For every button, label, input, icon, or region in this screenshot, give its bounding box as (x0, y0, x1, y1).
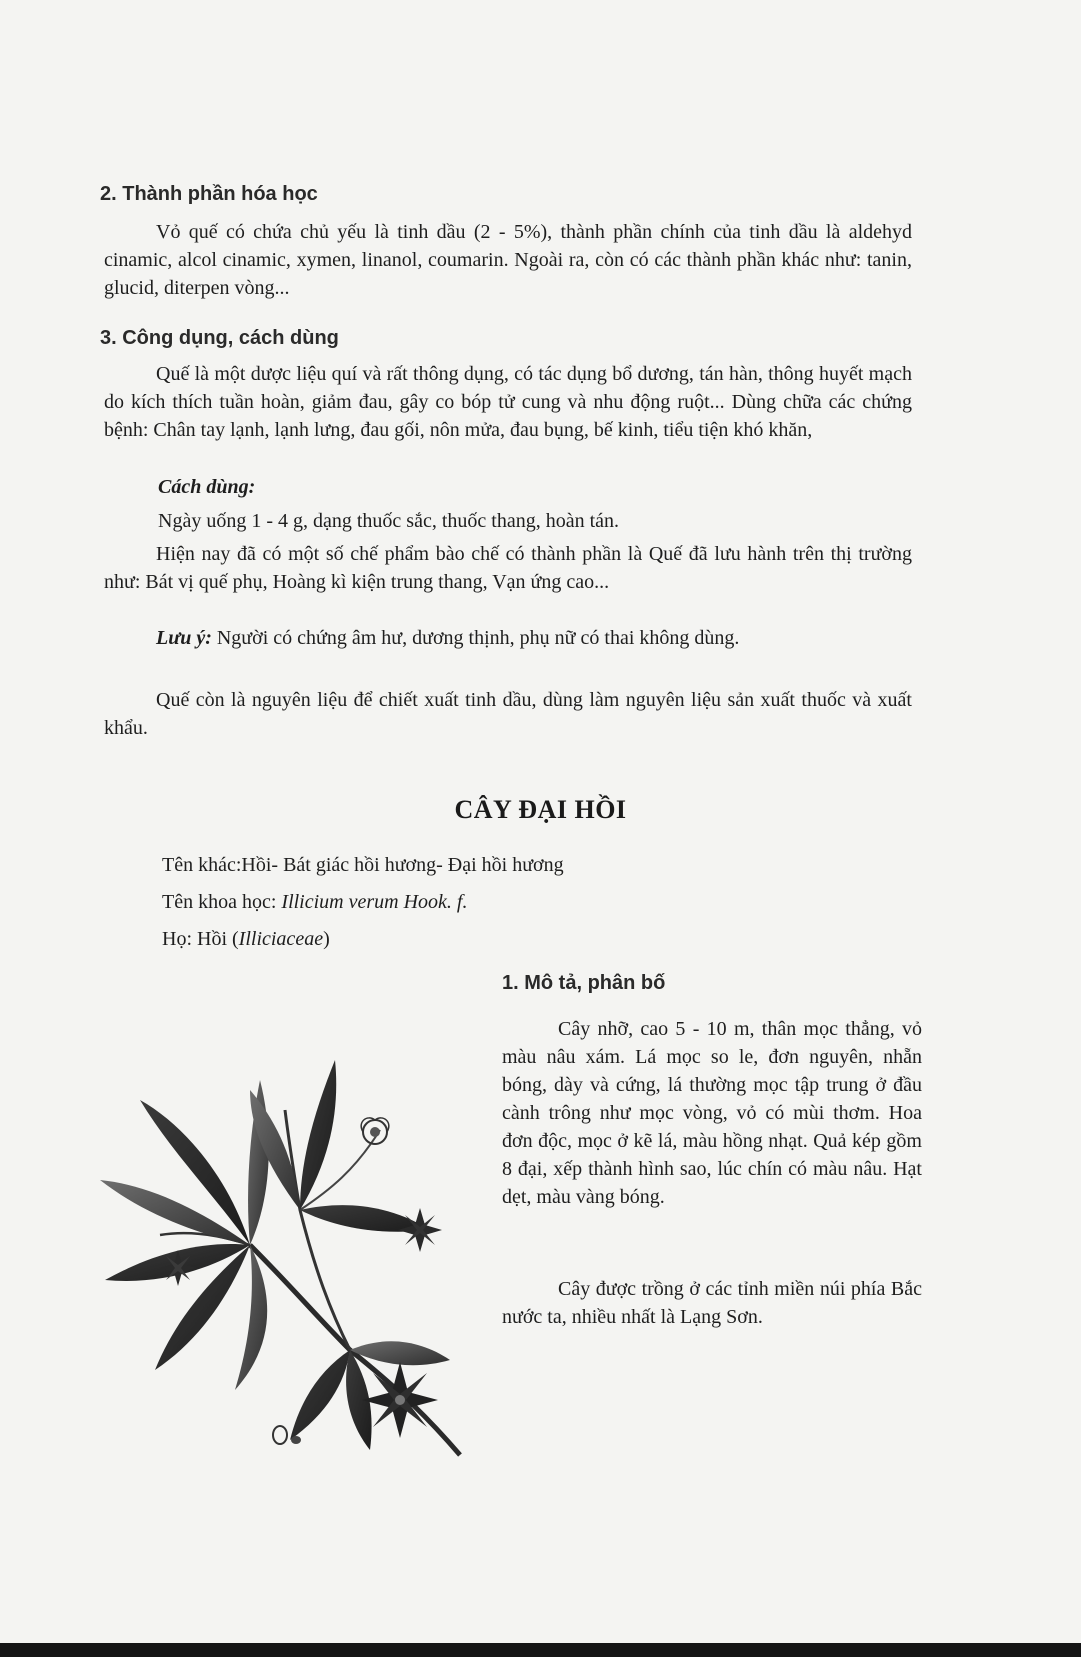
section-3-text: Quế là một dược liệu quí và rất thông dụng, có tác dụng bổ dương, tán hàn, thông huyết mạch do kích thích tuần hoàn, giảm đau, gây co bóp tử cung và nhu động ruột... Dùng chữa các chứng bệnh: Chân tay lạnh, lạnh lưng, đau gối, nôn mửa, đau bụng, bế kinh, tiểu tiện khó khăn, (104, 363, 912, 441)
dosage-text: Ngày uống 1 - 4 g, dạng thuốc sắc, thuốc thang, hoàn tán. (158, 510, 620, 532)
distribution-text: Cây được trồng ở các tỉnh miền núi phía Bắc nước ta, nhiều nhất là Lạng Sơn. (502, 1278, 922, 1328)
section-2-text: Vỏ quế có chứa chủ yếu là tinh dầu (2 - 5%), thành phần chính của tinh dầu là aldehyd cinamic, alcol cinamic, xymen, linanol, coumarin. Ngoài ra, còn có các thành phần khác như: tanin, glucid, diterpen vòng... (104, 221, 912, 299)
family-line (162, 925, 330, 953)
scientific-name-label: Tên khoa học: (162, 891, 282, 913)
usage-label: Cách dùng: (158, 476, 256, 498)
leaf (290, 1350, 350, 1440)
bottom-scan-edge (0, 1643, 1081, 1657)
star-anise-illustration (100, 1040, 500, 1470)
star-anise-fruit (362, 1362, 438, 1438)
section-1-heading: 1. Mô tả, phân bố (502, 972, 666, 994)
other-names: Tên khác:Hồi- Bát giác hồi hương- Đại hồi hương (162, 854, 564, 876)
seed (291, 1436, 301, 1444)
note-label: Lưu ý: (156, 627, 212, 649)
family-name: Illiciaceae (238, 928, 324, 950)
plant-title: CÂY ĐẠI HỒI (454, 795, 627, 824)
scientific-name-line (162, 888, 467, 916)
seed (273, 1426, 287, 1444)
flower (361, 1118, 389, 1144)
note-text: Người có chứng âm hư, dương thịnh, phụ nữ có thai không dùng. (211, 627, 740, 649)
note-paragraph (104, 624, 912, 652)
section-3-heading: 3. Công dụng, cách dùng (100, 327, 339, 349)
family-label: Họ: Hồi ( (162, 928, 239, 950)
family-close: ) (323, 928, 330, 950)
scientific-name: Illicium verum Hook. f. (281, 891, 468, 913)
star-anise-fruit (398, 1208, 442, 1252)
products-text: Hiện nay đã có một số chế phẩm bào chế có thành phần là Quế đã lưu hành trên thị trường như: Bát vị quế phụ, Hoàng kì kiện trung thang, Vạn ứng cao... (104, 543, 912, 593)
export-text: Quế còn là nguyên liệu để chiết xuất tinh dầu, dùng làm nguyên liệu sản xuất thuốc và xuất khẩu. (104, 689, 912, 739)
description-text: Cây nhỡ, cao 5 - 10 m, thân mọc thẳng, vỏ màu nâu xám. Lá mọc so le, đơn nguyên, nhẵn bóng, dày và cứng, lá thường mọc tập trung ở đầu cành trông như mọc vòng, vỏ có mùi thơm. Hoa đơn độc, mọc ở kẽ lá, màu hồng nhạt. Quả kép gồm 8 đại, xếp thành hình sao, lúc chín có màu nâu. Hạt dẹt, màu vàng bóng. (502, 1018, 922, 1208)
section-2-heading: 2. Thành phần hóa học (100, 183, 318, 205)
